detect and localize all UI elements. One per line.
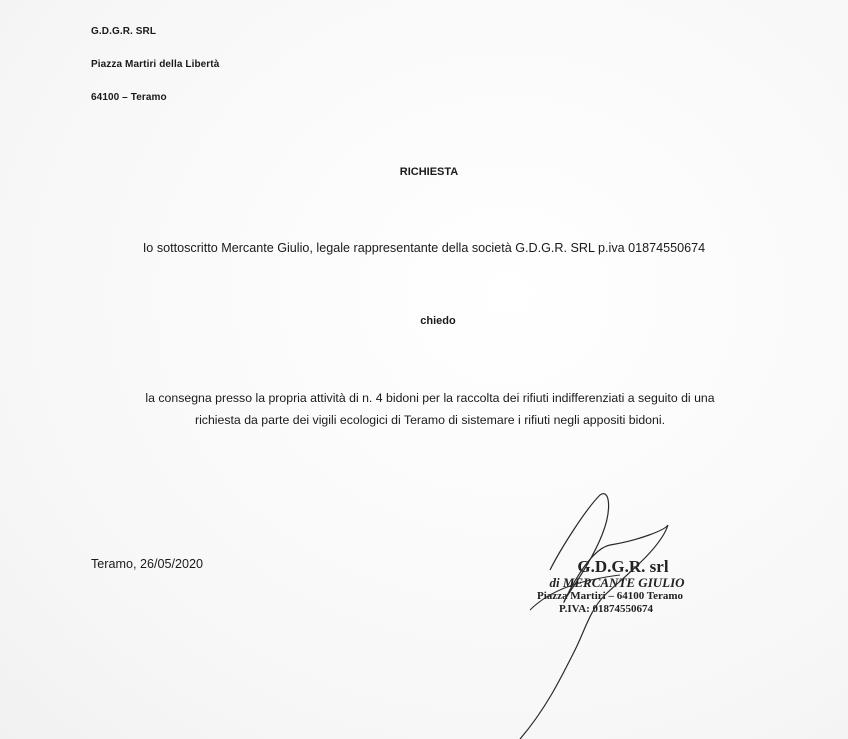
document-title: RICHIESTA: [399, 166, 459, 178]
place-and-date: Teramo, 26/05/2020: [91, 557, 204, 571]
stamp-owner: di MERCANTE GIULIO: [549, 575, 685, 590]
sender-company: G.D.G.R. SRL: [91, 26, 157, 37]
stamp-vat: P.IVA: 01874550674: [558, 603, 654, 615]
stamp-address: Piazza Martiri – 64100 Teramo: [536, 590, 684, 602]
request-verb: chiedo: [420, 315, 456, 327]
handwritten-signature: [490, 490, 690, 739]
intro-paragraph: Io sottoscritto Mercante Giulio, legale rappresentante della società G.D.G.R. SRL p.iva 01874550674: [142, 241, 706, 255]
request-body-line-1: la consegna presso la propria attività di n. 4 bidoni per la raccolta dei rifiuti indifferenziati a seguito di una: [145, 391, 715, 405]
signature-stroke: [520, 494, 668, 739]
request-body-line-2: richiesta da parte dei vigili ecologici di Teramo di sistemare i rifiuti negli appositi bidoni.: [194, 413, 666, 427]
request-body: [60, 387, 800, 431]
sender-address: Piazza Martiri della Libertà: [91, 59, 220, 70]
stamp-company: G.D.G.R. srl: [577, 557, 669, 576]
sender-city: 64100 – Teramo: [91, 92, 167, 103]
